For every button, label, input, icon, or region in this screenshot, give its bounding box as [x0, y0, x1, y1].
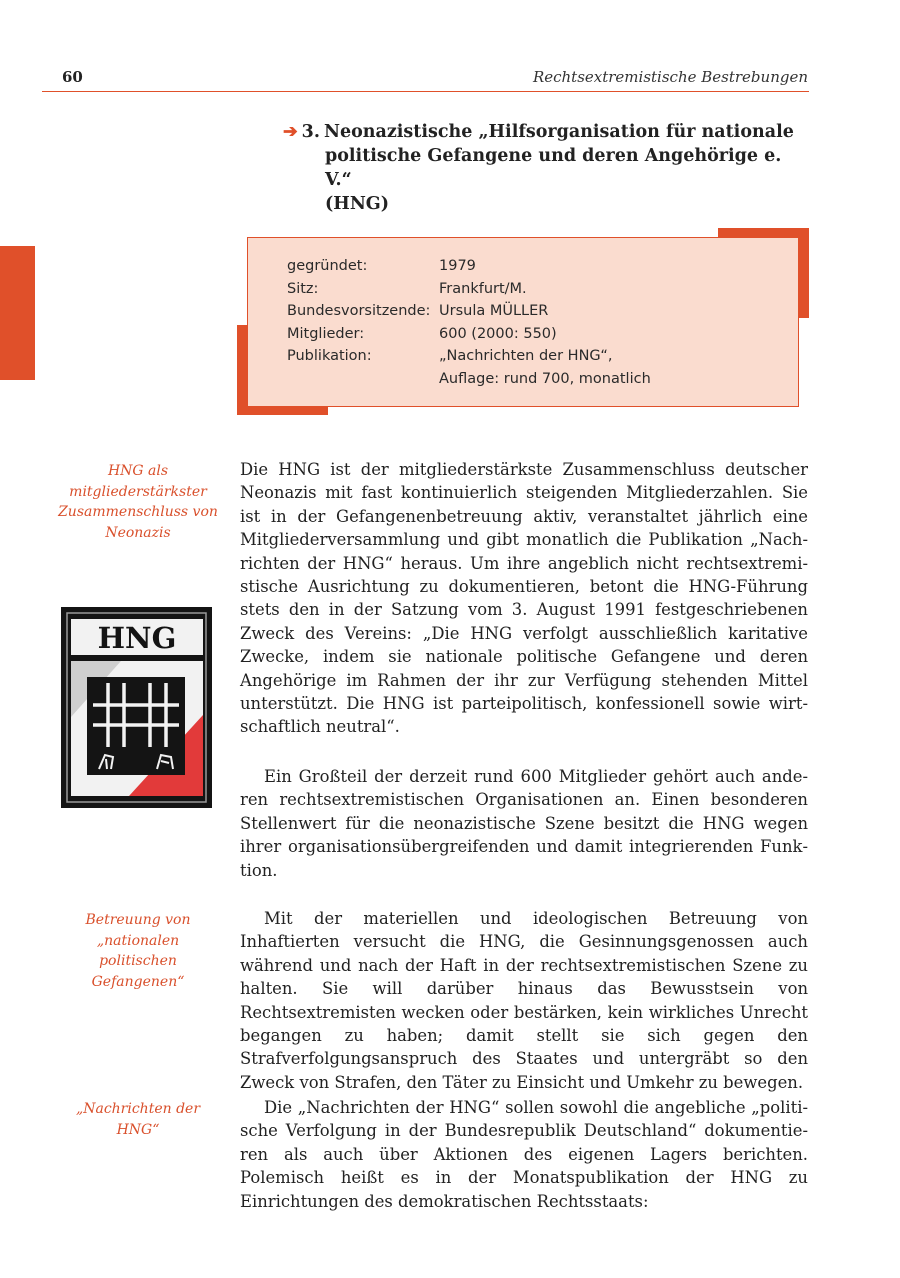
info-value: Auflage: rund 700, monatlich	[439, 370, 651, 387]
info-key: gegründet:	[287, 258, 368, 274]
paragraph-4: Die „Nachrichten der HNG“ sollen sowohl die angebliche „politische Verfolgung in der Bundesrepublik Deutschland“ dokumentieren als auch über Aktionen des eigenen Lagers berichten. Polemisch heißt es in der Monatspublikation der HNG zu Einrichtungen des demokratischen Rechtsstaats:	[240, 1098, 808, 1211]
info-key: Sitz:	[287, 280, 319, 297]
paragraph-1: Die HNG ist der mitgliederstärkste Zusammenschluss deutscher Neonazis mit fast kontinuierlich steigenden Mitgliederzahlen. Sie ist in der Gefangenenbetreuung aktiv, veranstaltet jährlich eine Mitgliederversammlung und gibt monatlich die Publikation „Nachrichten der HNG“ heraus. Um ihre angeblich nicht rechtsextremistische Ausrichtung zu dokumentieren, betont die HNG-Führung stets den in der Satzung vom 3. August 1991 festgeschriebenen Zweck des Vereins: „Die HNG verfolgt ausschließlich karitative Zwecke, indem sie nationale politische Gefangene und deren Angehörige im Rahmen der ihr zur Verfügung stehenden Mittel unterstützt. Die HNG ist parteipolitisch, konfessionell sowie wirtschaftlich neutral“.	[240, 460, 808, 737]
heading-line-2: politische Gefangene und deren Angehörige e. V.“	[325, 146, 782, 190]
heading-number: 3.	[301, 122, 320, 142]
heading-line-3: (HNG)	[325, 194, 390, 214]
info-value: 1979	[439, 258, 476, 274]
info-table	[287, 255, 651, 390]
info-row-publication	[287, 345, 651, 368]
info-row-members	[287, 323, 651, 346]
page-number: 60	[62, 68, 83, 86]
logo-text: HNG	[97, 621, 177, 655]
paragraph-2: Ein Großteil der derzeit rund 600 Mitglieder gehört auch anderen rechtsextremistischen Organisationen an. Einen besonderen Stellenwert für die neonazistische Szene besitzt die HNG wegen ihrer organisationsübergreifenden und damit integrierenden Funktion.	[240, 767, 808, 880]
header-rule	[42, 91, 809, 92]
organisation-info-box	[247, 237, 799, 407]
info-key: Publikation:	[287, 348, 372, 364]
info-row-founded	[287, 255, 651, 278]
info-key: Bundesvorsitzende:	[287, 303, 431, 319]
margin-note-newsletter: „Nachrichten der HNG“	[75, 1101, 201, 1138]
heading-text-1: Neonazistische „Hilfsorganisation für nationale	[323, 122, 794, 142]
info-value: Ursula MÜLLER	[439, 303, 549, 319]
info-value: „Nachrichten der HNG“,	[439, 348, 613, 364]
heading-line-1	[283, 120, 803, 144]
margin-note-prisoner-care: Betreuung von „nationalen politischen Gefangenen“	[85, 912, 191, 990]
paragraph-3: Mit der materiellen und ideologischen Betreuung von Inhaftierten versucht die HNG, die Gesinnungsgenossen auch während und nach der Haft in der rechtsextremistischen Szene zu halten. Sie will darüber hinaus das Bewusstsein von Rechtsextremisten wecken oder bestärken, kein wirkliches Unrecht begangen zu haben; damit stellt sie sich gegen den Strafverfolgungsanspruch des Staates und untergräbt so den Zweck von Strafen, den Täter zu Einsicht und Umkehr zu bewegen.	[240, 909, 808, 1092]
info-key: Mitglieder:	[287, 325, 365, 342]
chapter-tab-marker	[0, 246, 35, 380]
margin-note-hng-largest: HNG als mitgliederstärkster Zusammenschluss von Neonazis	[58, 463, 218, 541]
info-key	[287, 368, 439, 391]
arrow-icon: ➔	[283, 122, 298, 142]
running-title: Rechtsextremistische Bestrebungen	[532, 68, 808, 86]
section-heading	[283, 120, 803, 216]
info-row-circulation	[287, 368, 651, 391]
hng-logo	[61, 607, 212, 808]
info-row-chair	[287, 300, 651, 323]
info-value: Frankfurt/M.	[439, 280, 527, 297]
info-value: 600 (2000: 550)	[439, 325, 557, 342]
info-row-seat	[287, 278, 651, 301]
